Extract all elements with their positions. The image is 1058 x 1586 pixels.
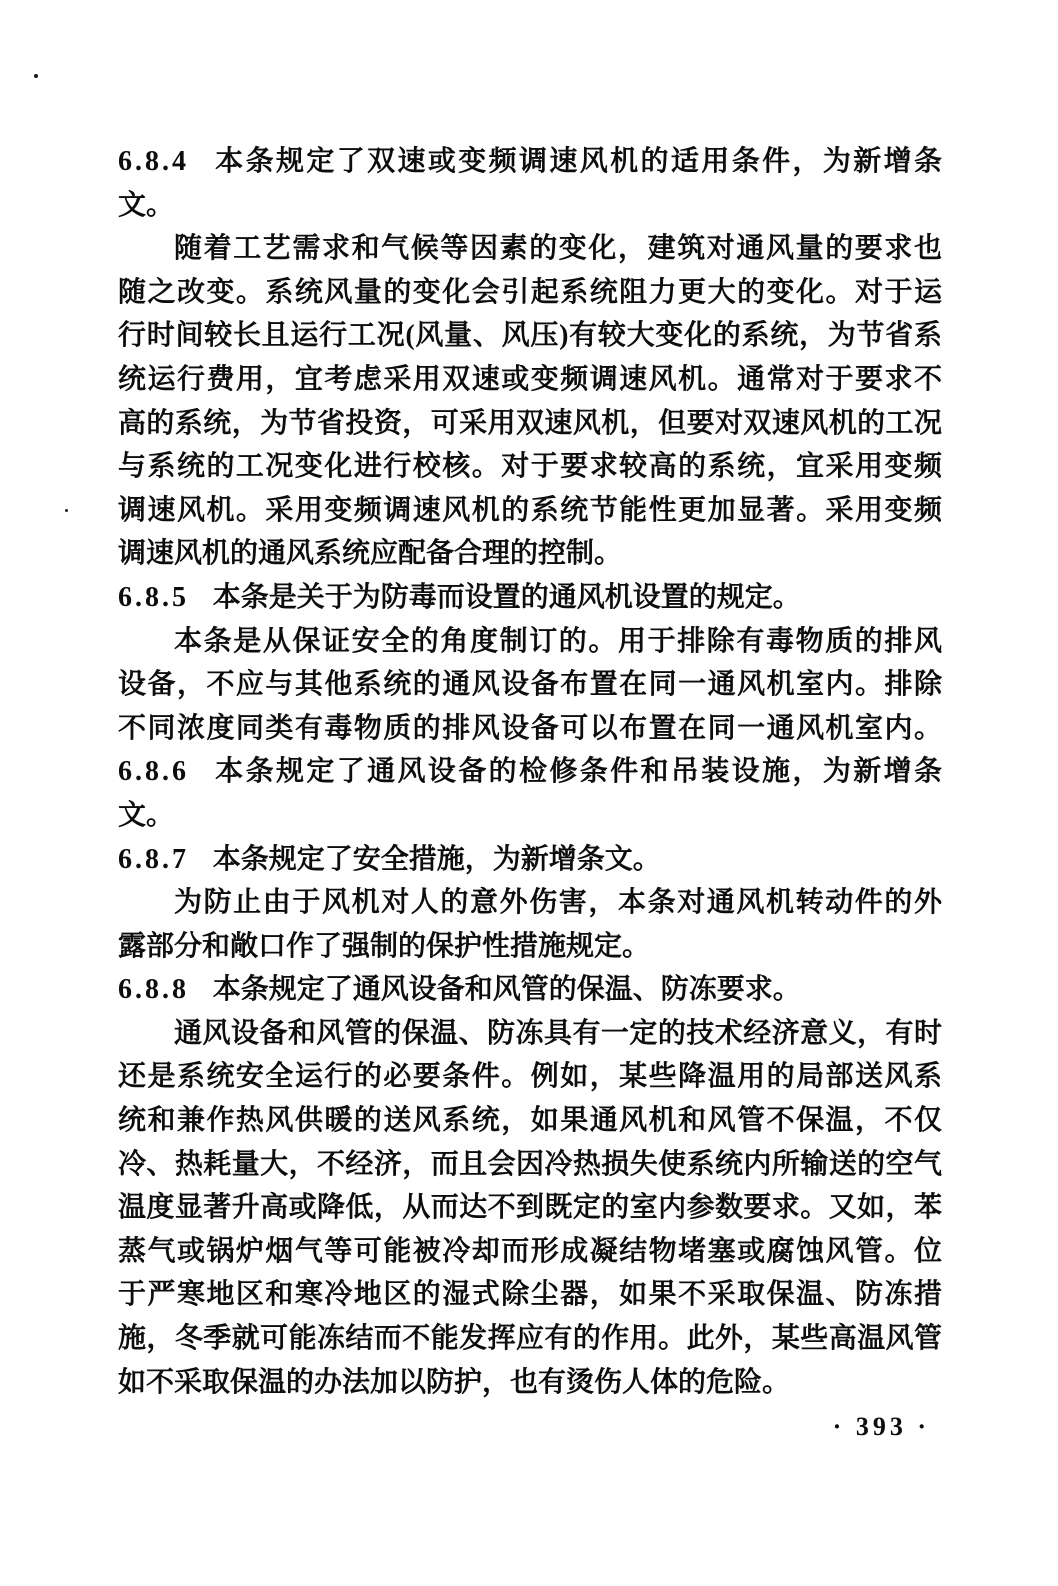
line-text: 行时间较长且运行工况(风量、风压)有较大变化的系统，为节省系: [118, 320, 942, 352]
text-line: [118, 794, 942, 838]
line-text: 本条是关于为防毒而设置的通风机设置的规定。: [212, 581, 801, 613]
scan-artifact-dot: [65, 509, 68, 512]
text-line: [118, 445, 942, 489]
line-text: 设备，不应与其他系统的通风设备布置在同一通风机室内。排除: [118, 669, 942, 701]
line-text: 通风设备和风管的保温、防冻具有一定的技术经济意义，有时: [174, 1017, 942, 1049]
line-text: 本条规定了通风设备和风管的保温、防冻要求。: [212, 974, 801, 1006]
section-heading-line: [118, 576, 942, 620]
line-text: 调速风机。采用变频调速风机的系统节能性更加显著。采用变频: [118, 494, 942, 526]
line-text: 如不采取保温的办法加以防护，也有烫伤人体的危险。: [118, 1366, 791, 1398]
line-text: 还是系统安全运行的必要条件。例如，某些降温用的局部送风系: [118, 1061, 942, 1093]
line-text: 本条规定了通风设备的检修条件和吊装设施，为新增条: [212, 756, 942, 788]
line-text: 统和兼作热风供暖的送风系统，如果通风机和风管不保温，不仅: [118, 1105, 942, 1137]
text-column: [118, 140, 942, 1404]
line-text: 本条规定了安全措施，为新增条文。: [212, 843, 661, 875]
text-line: [118, 489, 942, 533]
text-line: [118, 1055, 942, 1099]
line-text: 调速风机的通风系统应配备合理的控制。: [118, 538, 623, 570]
text-line: [118, 707, 942, 751]
text-line: [118, 227, 942, 271]
line-text: 温度显著升高或降低，从而达不到既定的室内参数要求。又如，苯: [118, 1192, 942, 1224]
text-line: [118, 1099, 942, 1143]
line-text: 随着工艺需求和气候等因素的变化，建筑对通风量的要求也: [174, 233, 942, 265]
line-text: 本条规定了双速或变频调速风机的适用条件，为新增条: [212, 146, 942, 177]
line-text: 不同浓度同类有毒物质的排风设备可以布置在同一通风机室内。: [118, 712, 942, 744]
text-line: [118, 620, 942, 664]
text-line: [118, 925, 942, 969]
line-text: 蒸气或锅炉烟气等可能被冷却而形成凝结物堵塞或腐蚀风管。位: [118, 1235, 942, 1267]
section-heading-line: [118, 838, 942, 882]
text-line: [118, 881, 942, 925]
section-heading-line: [118, 140, 942, 184]
line-text: 于严寒地区和寒冷地区的湿式除尘器，如果不采取保温、防冻措: [118, 1279, 942, 1311]
text-line: [118, 271, 942, 315]
text-line: [118, 314, 942, 358]
line-text: 随之改变。系统风量的变化会引起系统阻力更大的变化。对于运: [118, 276, 942, 308]
text-line: [118, 1186, 942, 1230]
section-number: 6.8.4: [118, 146, 189, 177]
text-line: [118, 1317, 942, 1361]
section-number: 6.8.5: [118, 581, 189, 613]
text-line: [118, 358, 942, 402]
text-line: [118, 1012, 942, 1056]
text-line: [118, 184, 942, 228]
page-number: · 393 ·: [832, 1412, 930, 1441]
section-number: 6.8.6: [118, 756, 189, 788]
line-text: 露部分和敞口作了强制的保护性措施规定。: [118, 930, 651, 962]
text-line: [118, 663, 942, 707]
section-heading-line: [118, 968, 942, 1012]
line-text: 文。: [118, 189, 175, 221]
line-text: 统运行费用，宜考虑采用双速或变频调速风机。通常对于要求不: [118, 363, 942, 395]
text-line: [118, 1143, 942, 1187]
section-number: 6.8.7: [118, 843, 189, 875]
line-text: 高的系统，为节省投资，可采用双速风机，但要对双速风机的工况: [118, 407, 942, 439]
line-text: 本条是从保证安全的角度制订的。用于排除有毒物质的排风: [174, 625, 942, 657]
scan-artifact-dot: [34, 74, 38, 78]
text-line: [118, 402, 942, 446]
section-heading-line: [118, 750, 942, 794]
text-line: [118, 1230, 942, 1274]
text-line: [118, 532, 942, 576]
text-line: [118, 1361, 942, 1405]
line-text: 文。: [118, 799, 175, 831]
line-text: 施，冬季就可能冻结而不能发挥应有的作用。此外，某些高温风管: [118, 1323, 942, 1355]
line-text: 与系统的工况变化进行校核。对于要求较高的系统，宜采用变频: [118, 451, 942, 483]
section-number: 6.8.8: [118, 974, 189, 1006]
line-text: 冷、热耗量大，不经济，而且会因冷热损失使系统内所输送的空气: [118, 1148, 942, 1180]
text-line: [118, 1273, 942, 1317]
line-text: 为防止由于风机对人的意外伤害，本条对通风机转动件的外: [174, 887, 942, 919]
